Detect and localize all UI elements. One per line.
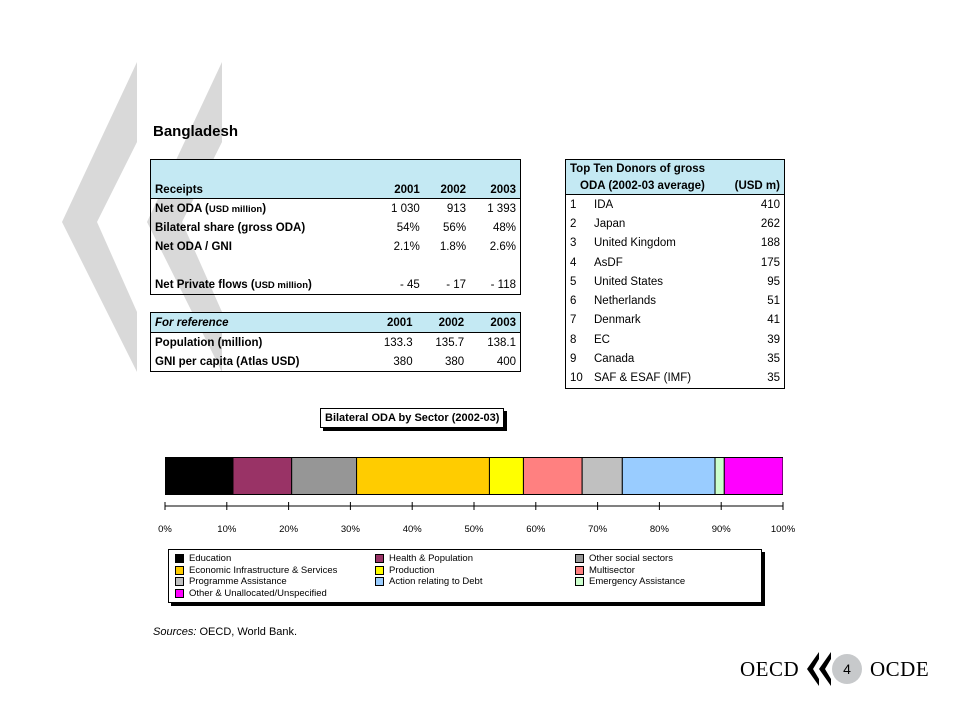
donor-name: Japan [594, 217, 626, 230]
bar-segment [582, 458, 622, 495]
row-label: GNI per capita (Atlas USD) [155, 355, 300, 368]
legend-label: Programme Assistance [189, 576, 287, 587]
sources-note [153, 626, 297, 638]
cell-value: 56% [443, 221, 467, 234]
donors-subtitle: ODA (2002-03 average) [566, 177, 724, 195]
donor-rank: 9 [570, 353, 577, 366]
cell-value: - 17 [446, 278, 467, 291]
cell-value: 135.7 [435, 336, 465, 349]
cell-value: 380 [445, 355, 465, 368]
footer-oecd: OECD [740, 657, 800, 681]
table-row [151, 333, 521, 353]
receipts-header-row [151, 160, 521, 199]
row-label: Population (million) [155, 336, 263, 349]
bar-segment [622, 458, 715, 495]
donor-row [566, 311, 785, 330]
donor-rank: 5 [570, 275, 577, 288]
cell-value: 48% [492, 221, 516, 234]
donor-value: 188 [760, 237, 780, 250]
donor-name: EC [594, 333, 610, 346]
row-label: Bilateral share (gross ODA) [155, 221, 306, 234]
sources-label: Sources: [153, 626, 197, 638]
legend-item [375, 576, 482, 587]
receipts-table [150, 159, 521, 295]
tick-label: 70% [588, 524, 608, 535]
legend-swatch [175, 577, 184, 586]
legend-label: Action relating to Debt [389, 576, 483, 587]
donor-row [566, 272, 785, 291]
cell-value: 1 030 [391, 202, 420, 215]
legend-item [175, 576, 287, 587]
donor-value: 39 [767, 333, 780, 346]
x-axis [158, 500, 796, 536]
bar-segment [715, 458, 724, 495]
cell-value: 380 [393, 355, 413, 368]
legend-label: Health & Population [389, 553, 473, 564]
donors-title-row [566, 160, 785, 178]
donor-value: 262 [760, 217, 780, 230]
donor-row [566, 330, 785, 349]
cell-value: 2.6% [489, 240, 516, 253]
sector-chart-title: Bilateral ODA by Sector (2002-03) [320, 408, 504, 428]
cell-value: 2.1% [393, 240, 420, 253]
table-row [151, 275, 521, 295]
donor-row [566, 349, 785, 368]
row-label: Net Private flows (USD million) [155, 278, 312, 291]
receipts-header-label: Receipts [151, 160, 375, 199]
donor-name: Denmark [594, 314, 641, 327]
legend-item [375, 553, 473, 564]
tick-label: 80% [649, 524, 669, 535]
cell-value: - 45 [399, 278, 420, 291]
donor-row [566, 195, 785, 215]
legend-swatch [375, 577, 384, 586]
donor-rank: 3 [570, 237, 577, 250]
legend-item [175, 565, 337, 576]
donor-value: 175 [760, 256, 780, 269]
cell-value: 1 393 [487, 202, 516, 215]
donor-name: IDA [594, 198, 614, 211]
donors-title: Top Ten Donors of gross [566, 160, 785, 178]
cell-value: 133.3 [383, 336, 413, 349]
page-number: 4 [832, 654, 862, 684]
reference-table [150, 312, 521, 372]
donor-row [566, 253, 785, 272]
donor-row [566, 214, 785, 233]
donor-value: 35 [767, 353, 780, 366]
table-row [151, 352, 521, 372]
legend-label: Emergency Assistance [589, 576, 686, 587]
legend-label: Other & Unallocated/Unspecified [189, 587, 327, 599]
donor-row [566, 291, 785, 310]
tick-label: 30% [340, 524, 360, 535]
donor-value: 41 [767, 314, 780, 327]
legend-item [575, 576, 685, 587]
legend-item [375, 565, 434, 576]
reference-header-2003: 2003 [468, 313, 520, 333]
donor-rank: 7 [570, 314, 577, 327]
legend-label: Education [189, 553, 232, 564]
table-row [151, 199, 521, 219]
donor-name: Netherlands [594, 295, 657, 308]
legend-item [175, 588, 327, 599]
tick-label: 40% [402, 524, 422, 535]
donor-name: Canada [594, 353, 635, 366]
donor-rows [566, 195, 785, 389]
table-row [151, 237, 521, 256]
reference-header-2002: 2002 [417, 313, 469, 333]
stacked-bar-svg [165, 457, 783, 495]
cell-value: 913 [446, 202, 467, 215]
x-axis-svg [158, 500, 796, 536]
sector-stacked-bar [165, 457, 783, 495]
donors-unit: (USD m) [724, 177, 785, 195]
donor-name: United Kingdom [594, 237, 676, 250]
chart-legend [168, 549, 762, 603]
country-title: Bangladesh [153, 123, 239, 140]
cell-value: 54% [396, 221, 420, 234]
donor-rank: 1 [570, 198, 577, 211]
donor-rank: 4 [570, 256, 577, 269]
donor-name: AsDF [594, 256, 623, 269]
legend-swatch [375, 554, 384, 563]
legend-item [575, 553, 673, 564]
donor-value: 410 [760, 198, 780, 211]
bar-segment [165, 458, 233, 495]
reference-header-2001: 2001 [365, 313, 417, 333]
legend-label: Multisector [589, 564, 635, 576]
bar-segment [357, 458, 490, 495]
donor-row [566, 369, 785, 389]
donor-value: 35 [767, 372, 780, 385]
tick-label: 60% [526, 524, 546, 535]
donor-rank: 8 [570, 333, 577, 346]
legend-label: Economic Infrastructure & Services [189, 564, 338, 576]
tick-label: 10% [217, 524, 237, 535]
legend-label: Production [389, 564, 435, 576]
reference-header-label: For reference [151, 313, 366, 333]
cell-value: 1.8% [439, 240, 467, 253]
donor-rank: 2 [570, 217, 577, 230]
tick-label: 20% [279, 524, 299, 535]
donor-name: SAF & ESAF (IMF) [594, 372, 692, 385]
spacer-row [151, 256, 521, 275]
donors-subtitle-row [566, 177, 785, 195]
bar-segment [724, 458, 783, 495]
legend-swatch [175, 589, 184, 598]
row-label: Net ODA / GNI [155, 240, 232, 253]
cell-value: - 118 [490, 278, 516, 291]
tick-label: 90% [711, 524, 731, 535]
tick-label: 50% [464, 524, 484, 535]
sources-text: OECD, World Bank. [196, 626, 298, 638]
legend-label: Other social sectors [589, 553, 673, 564]
donors-table [565, 159, 785, 389]
legend-swatch [575, 577, 584, 586]
donor-name: United States [594, 275, 664, 288]
bar-segment [292, 458, 357, 495]
legend-swatch [375, 566, 384, 575]
tick-label: 0% [158, 524, 172, 535]
receipts-header-2003: 2003 [470, 160, 520, 199]
footer-ocde: OCDE [870, 657, 930, 681]
bar-segment [233, 458, 292, 495]
legend-item [575, 565, 635, 576]
legend-item [175, 553, 231, 564]
tick-label: 100% [770, 524, 796, 535]
receipts-header-2001: 2001 [374, 160, 424, 199]
bar-segment [489, 458, 523, 495]
legend-swatch [575, 566, 584, 575]
donor-rank: 10 [570, 372, 583, 385]
donor-value: 51 [767, 295, 780, 308]
table-row [151, 218, 521, 237]
row-label: Net ODA (USD million) [155, 202, 267, 215]
reference-header-row [151, 313, 521, 333]
donor-rank: 6 [570, 295, 577, 308]
donor-row [566, 234, 785, 253]
legend-swatch [575, 554, 584, 563]
donor-value: 95 [767, 275, 780, 288]
bar-segment [523, 458, 582, 495]
legend-swatch [175, 566, 184, 575]
legend-swatch [175, 554, 184, 563]
cell-value: 138.1 [487, 336, 516, 349]
receipts-header-2002: 2002 [424, 160, 470, 199]
cell-value: 400 [496, 355, 516, 368]
